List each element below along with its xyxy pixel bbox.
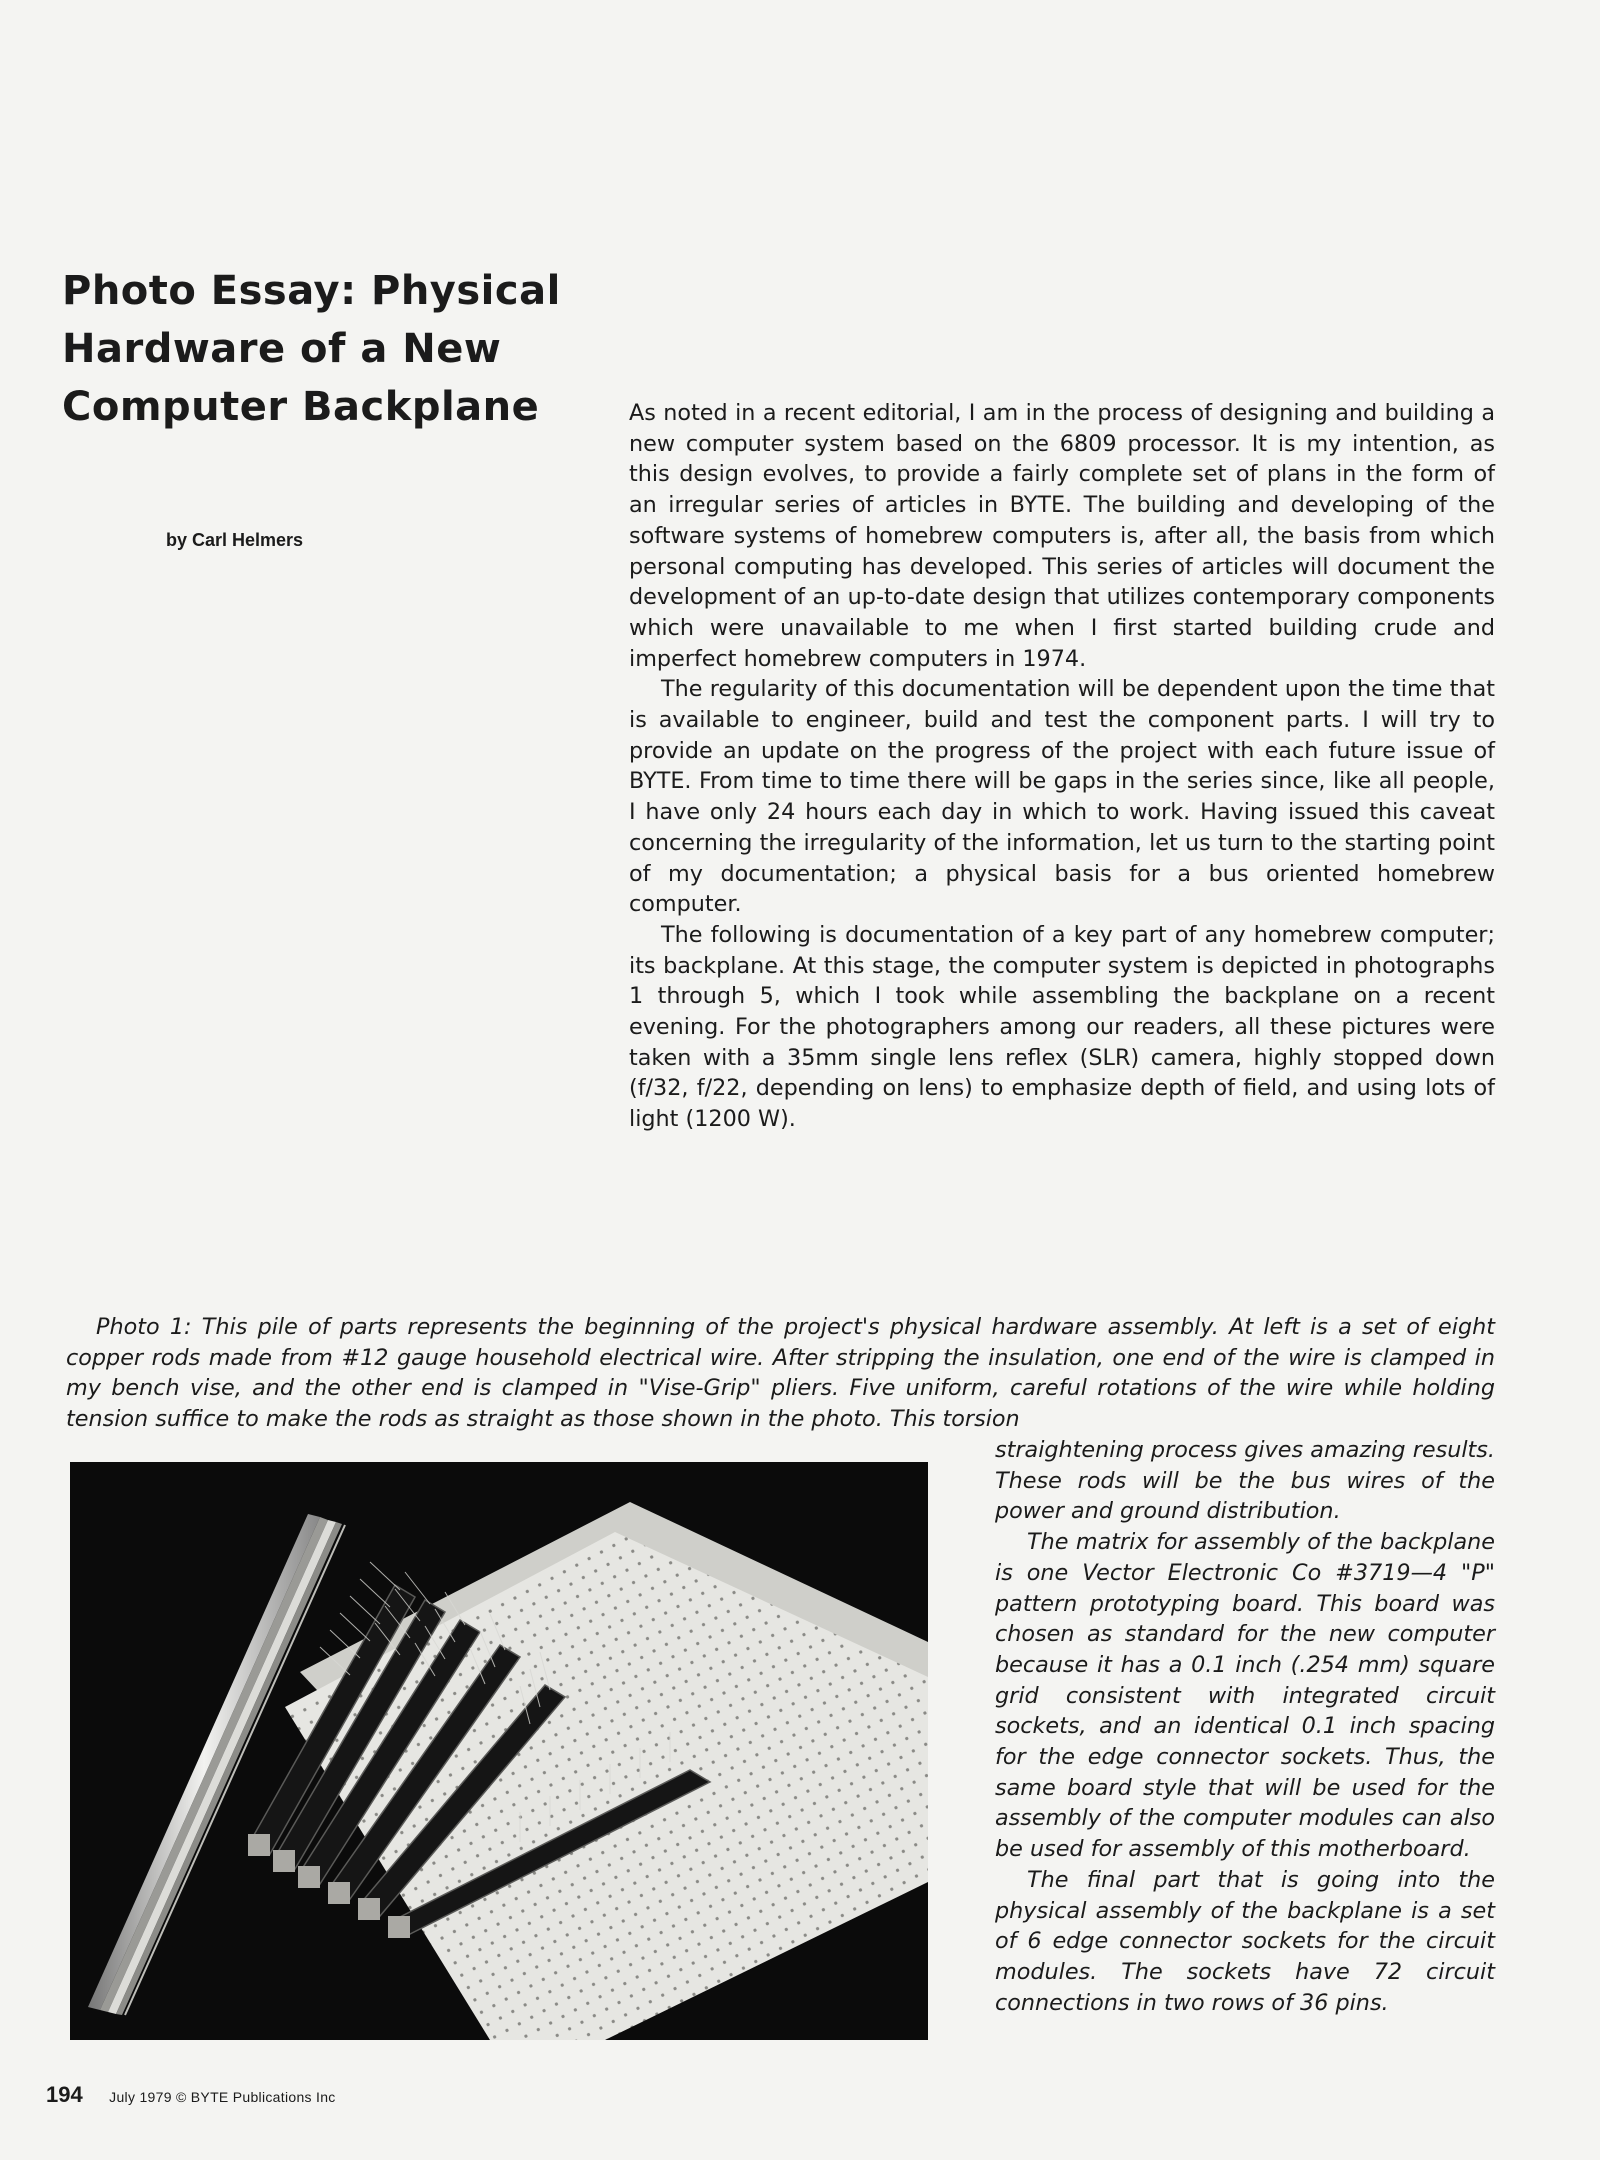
caption-top-text: Photo 1: This pile of parts represents the beginning of the project's physical hardware assembly. At left is a set of eight copper rods made from #12 gauge household electrical wire. After stripping the insulation, one end of the wire is clamped in my bench vise, and the other end is clamped in "Vise-Grip" pliers. Five uniform, careful rotations of the wire while holding tension suffice to make the rods as straight as those shown in the photo. This torsion: [66, 1314, 1495, 1433]
body-paragraph-3: The following is documentation of a key part of any homebrew computer; its backplane. At this stage, the computer system is depicted in photographs 1 through 5, which I took while assembling the backplane on a recent evening. For the photographers among our readers, all these pictures were taken with a 35mm single lens reflex (SLR) camera, highly stopped down (f/32, f/22, depending on lens) to emphasize depth of field, and using lots of light (1200 W).: [629, 921, 1495, 1133]
article-title: [62, 262, 582, 436]
caption-paragraph-3: The final part that is going into the physical assembly of the backplane is a set of 6 edge connector sockets for the circuit modules. The sockets have 72 circuit connections in two rows of 36 pins.: [995, 1866, 1495, 2016]
photo-1: [70, 1462, 928, 2040]
photo-caption-top: [66, 1312, 1495, 1435]
title-line-2: Hardware of a New: [62, 326, 502, 372]
title-line-3: Computer Backplane: [62, 384, 540, 430]
body-paragraph-1: As noted in a recent editorial, I am in the process of designing and building a new computer system based on the 6809 processor. It is my intention, as this design evolves, to provide a fairly complete set of plans in the form of an irregular series of articles in BYTE. The building and developing of the software systems of homebrew computers is, after all, the basis from which personal computing has developed. This series of articles will document the development of an up-to-date design that utilizes contemporary components which were unavailable to me when I first started building crude and imperfect homebrew computers in 1974.: [629, 400, 1495, 672]
title-line-1: Photo Essay: Physical: [62, 268, 561, 314]
byline: by Carl Helmers: [166, 530, 304, 550]
footer-text: July 1979 © BYTE Publications Inc: [109, 2089, 336, 2105]
caption-paragraph-2: The matrix for assembly of the backplane is one Vector Electronic Co #3719—4 "P" pattern prototyping board. This board was chosen as standard for the new computer because it has a 0.1 inch (.254 mm) square grid consistent with integrated circuit sockets, and an identical 0.1 inch spacing for the edge connector sockets. Thus, the same board style that will be used for the assembly of the computer modules can also be used for assembly of this motherboard.: [995, 1529, 1495, 1863]
page-number: 194: [46, 2082, 83, 2107]
page-footer: [46, 2082, 336, 2108]
article-body: [629, 398, 1495, 1135]
photo-caption-right: [995, 1435, 1495, 2018]
body-paragraph-2: The regularity of this documentation will be dependent upon the time that is available to engineer, build and test the component parts. I will try to provide an update on the progress of the project with each future issue of BYTE. From time to time there will be gaps in the series since, like all people, I have only 24 hours each day in which to work. Having issued this caveat concerning the irregularity of the information, let us turn to the starting point of my documentation; a physical basis for a bus oriented homebrew computer.: [629, 676, 1495, 918]
caption-continuation: straightening process gives amazing results. These rods will be the bus wires of the power and ground distribution.: [995, 1437, 1495, 1525]
photo-1-image: [70, 1462, 928, 2040]
